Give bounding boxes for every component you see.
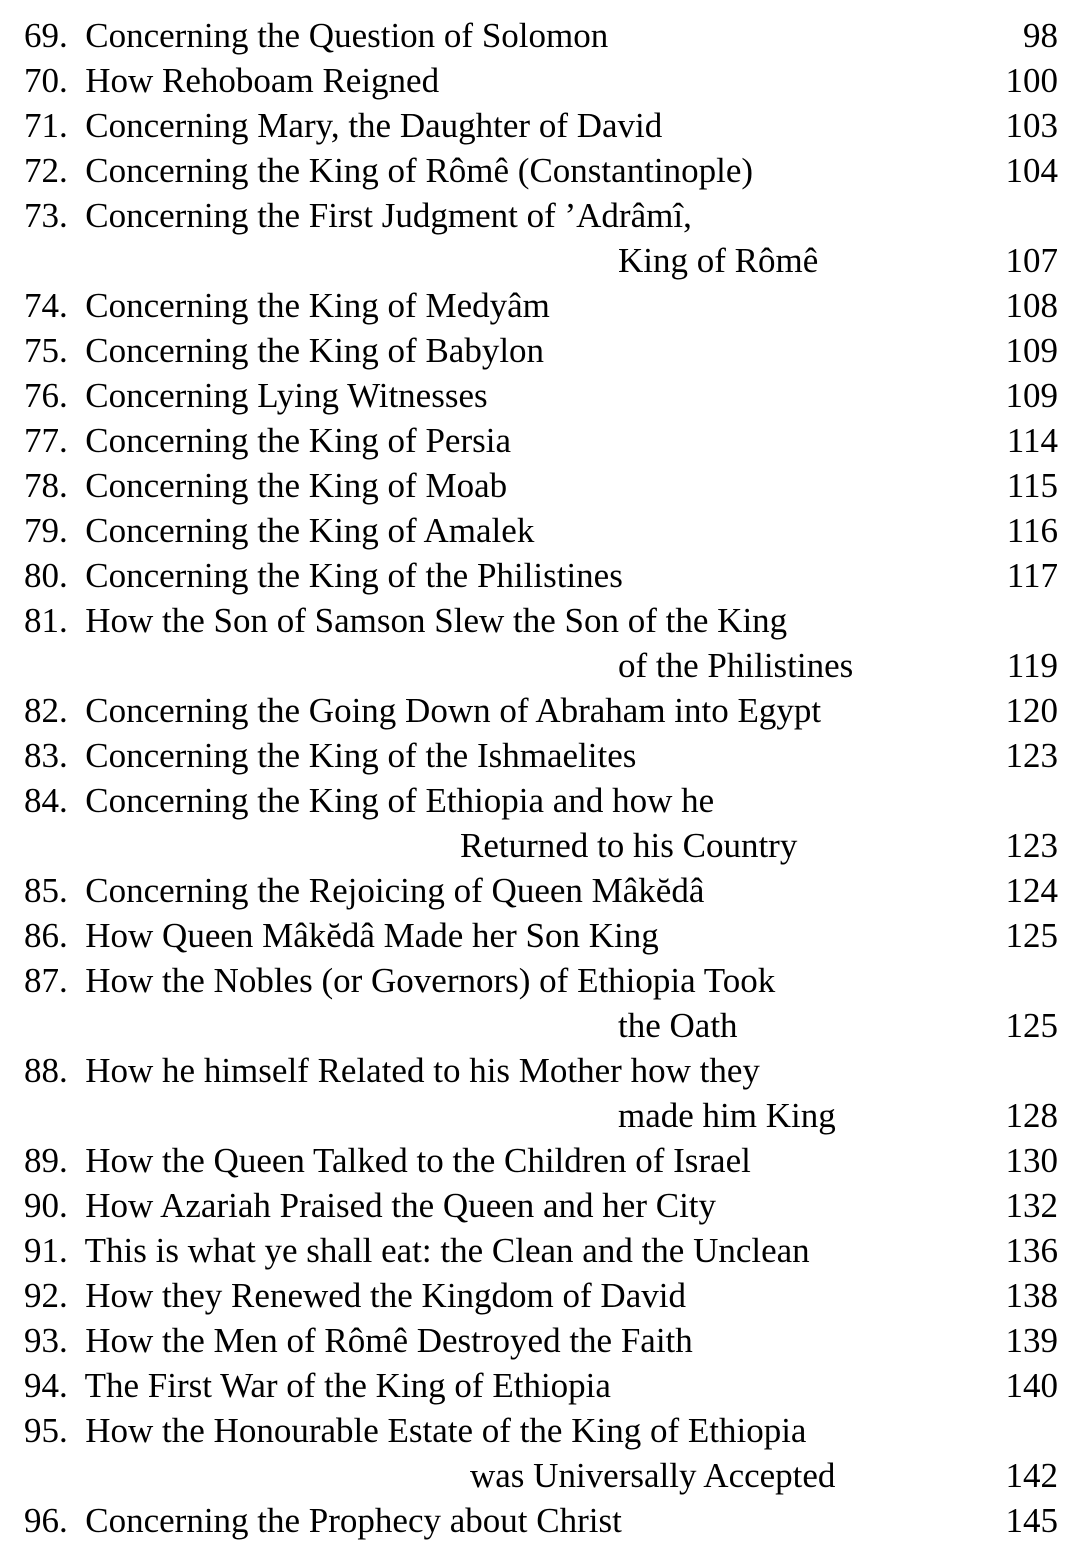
entry-title: Concerning the King of Moab	[85, 466, 508, 505]
entry-title: How the Nobles (or Governors) of Ethiopia Took	[85, 961, 776, 1000]
toc-entry[interactable]	[24, 1138, 1064, 1183]
toc-entry-continuation[interactable]	[24, 1003, 1064, 1048]
toc-entry[interactable]	[24, 1498, 1064, 1543]
toc-entry[interactable]	[24, 958, 1064, 1003]
entry-page: 142	[1005, 1456, 1058, 1495]
entry-number: 89.	[24, 1141, 68, 1180]
toc-entry-continuation[interactable]	[24, 238, 1064, 283]
entry-number: 85.	[24, 871, 68, 910]
toc-entry[interactable]	[24, 283, 1064, 328]
entry-page: 140	[1005, 1366, 1058, 1405]
entry-page: 109	[1005, 376, 1058, 415]
entry-page: 116	[1006, 511, 1058, 550]
entry-page: 100	[1005, 61, 1058, 100]
entry-title: How the Queen Talked to the Children of Israel	[85, 1141, 751, 1180]
toc-entry[interactable]	[24, 1228, 1064, 1273]
entry-title: How Rehoboam Reigned	[85, 61, 440, 100]
entry-page: 124	[1005, 871, 1058, 910]
entry-title: How Queen Mâkĕdâ Made her Son King	[85, 916, 659, 955]
entry-number: 90.	[24, 1186, 68, 1225]
entry-number: 88.	[24, 1051, 68, 1090]
toc-entry[interactable]	[24, 328, 1064, 373]
toc-entry[interactable]	[24, 913, 1064, 958]
toc-entry[interactable]	[24, 868, 1064, 913]
entry-number: 82.	[24, 691, 68, 730]
entry-title: Concerning the First Judgment of ’Adrâmî,	[85, 196, 692, 235]
entry-page: 115	[1006, 466, 1058, 505]
toc-entry[interactable]	[24, 1273, 1064, 1318]
entry-title: Concerning the King of Persia	[85, 421, 511, 460]
entry-title: How they Renewed the Kingdom of David	[85, 1276, 686, 1315]
entry-number: 80.	[24, 556, 68, 595]
entry-title: How Azariah Praised the Queen and her City	[85, 1186, 717, 1225]
toc-entry[interactable]	[24, 1183, 1064, 1228]
entry-number: 94.	[24, 1366, 68, 1405]
entry-number: 84.	[24, 781, 68, 820]
entry-page: 139	[1005, 1321, 1058, 1360]
entry-number: 96.	[24, 1501, 68, 1540]
entry-title: Concerning the King of Amalek	[85, 511, 535, 550]
entry-number: 92.	[24, 1276, 68, 1315]
entry-number: 95.	[24, 1411, 68, 1450]
entry-title: Concerning the King of Rômê (Constantinople)	[85, 151, 754, 190]
toc-entry[interactable]	[24, 418, 1064, 463]
entry-page: 108	[1005, 286, 1058, 325]
entry-page: 130	[1005, 1141, 1058, 1180]
entry-number: 79.	[24, 511, 68, 550]
entry-page: 103	[1005, 106, 1058, 145]
entry-title: Concerning the Question of Solomon	[85, 16, 609, 55]
entry-title-continuation: was Universally Accepted	[470, 1456, 836, 1495]
toc-entry[interactable]	[24, 373, 1064, 418]
entry-title: Concerning the King of the Ishmaelites	[85, 736, 637, 775]
toc-entry[interactable]	[24, 1318, 1064, 1363]
entry-title: Concerning Mary, the Daughter of David	[85, 106, 663, 145]
entry-title: Concerning the King of the Philistines	[85, 556, 623, 595]
toc-entry-continuation[interactable]	[24, 1093, 1064, 1138]
entry-number: 72.	[24, 151, 68, 190]
entry-page: 132	[1005, 1186, 1058, 1225]
entry-title-continuation: of the Philistines	[618, 646, 854, 685]
toc-entry[interactable]	[24, 13, 1064, 58]
entry-title-continuation: Returned to his Country	[460, 826, 798, 865]
entry-page: 109	[1005, 331, 1058, 370]
entry-title: How the Honourable Estate of the King of Ethiopia	[85, 1411, 807, 1450]
entry-number: 78.	[24, 466, 68, 505]
entry-page: 119	[1006, 646, 1058, 685]
entry-page: 136	[1005, 1231, 1058, 1270]
toc-entry[interactable]	[24, 688, 1064, 733]
toc-entry[interactable]	[24, 778, 1064, 823]
entry-number: 86.	[24, 916, 68, 955]
entry-title-continuation: King of Rômê	[618, 241, 819, 280]
entry-title: How he himself Related to his Mother how they	[85, 1051, 760, 1090]
entry-number: 76.	[24, 376, 68, 415]
toc-entry[interactable]	[24, 553, 1064, 598]
toc-entry[interactable]	[24, 1048, 1064, 1093]
entry-page: 125	[1005, 916, 1058, 955]
entry-page: 123	[1005, 826, 1058, 865]
toc-entry[interactable]	[24, 463, 1064, 508]
entry-number: 71.	[24, 106, 68, 145]
entry-title: Concerning Lying Witnesses	[85, 376, 488, 415]
entry-title-continuation: made him King	[618, 1096, 836, 1135]
entry-page: 138	[1005, 1276, 1058, 1315]
entry-number: 87.	[24, 961, 68, 1000]
entry-page: 98	[1023, 16, 1058, 55]
entry-title: How the Son of Samson Slew the Son of the King	[85, 601, 788, 640]
entry-page: 145	[1005, 1501, 1058, 1540]
entry-title: Concerning the King of Babylon	[85, 331, 545, 370]
entry-page: 104	[1005, 151, 1058, 190]
entry-number: 83.	[24, 736, 68, 775]
toc-entry[interactable]	[24, 598, 1064, 643]
toc-entry-continuation[interactable]	[24, 823, 1064, 868]
entry-page: 123	[1005, 736, 1058, 775]
entry-number: 73.	[24, 196, 68, 235]
toc-entry-continuation[interactable]	[24, 643, 1064, 688]
entry-number: 77.	[24, 421, 68, 460]
toc-entry[interactable]	[24, 193, 1064, 238]
toc-entry[interactable]	[24, 148, 1064, 193]
toc-entry[interactable]	[24, 1408, 1064, 1453]
table-of-contents	[24, 13, 1064, 1543]
entry-number: 69.	[24, 16, 68, 55]
entry-title: How the Men of Rômê Destroyed the Faith	[85, 1321, 693, 1360]
entry-page: 114	[1006, 421, 1058, 460]
entry-title: Concerning the King of Ethiopia and how he	[85, 781, 715, 820]
entry-title: This is what ye shall eat: the Clean and the Unclean	[84, 1231, 810, 1270]
entry-number: 70.	[24, 61, 68, 100]
toc-entry[interactable]	[24, 58, 1064, 103]
entry-title: Concerning the King of Medyâm	[85, 286, 550, 325]
entry-title: Concerning the Going Down of Abraham into Egypt	[85, 691, 822, 730]
entry-number: 81.	[24, 601, 68, 640]
entry-number: 91.	[24, 1231, 68, 1270]
toc-entry-continuation[interactable]	[24, 1453, 1064, 1498]
entry-page: 128	[1005, 1096, 1058, 1135]
entry-title: Concerning the Rejoicing of Queen Mâkĕdâ	[85, 871, 705, 910]
entry-page: 117	[1006, 556, 1058, 595]
toc-entry[interactable]	[24, 1363, 1064, 1408]
entry-title: Concerning the Prophecy about Christ	[85, 1501, 622, 1540]
entry-title-continuation: the Oath	[618, 1006, 738, 1045]
entry-title: The First War of the King of Ethiopia	[84, 1366, 611, 1405]
entry-page: 125	[1005, 1006, 1058, 1045]
toc-entry[interactable]	[24, 733, 1064, 778]
toc-entry[interactable]	[24, 508, 1064, 553]
entry-page: 107	[1005, 241, 1058, 280]
entry-page: 120	[1005, 691, 1058, 730]
toc-entry[interactable]	[24, 103, 1064, 148]
entry-number: 74.	[24, 286, 68, 325]
entry-number: 93.	[24, 1321, 68, 1360]
entry-number: 75.	[24, 331, 68, 370]
